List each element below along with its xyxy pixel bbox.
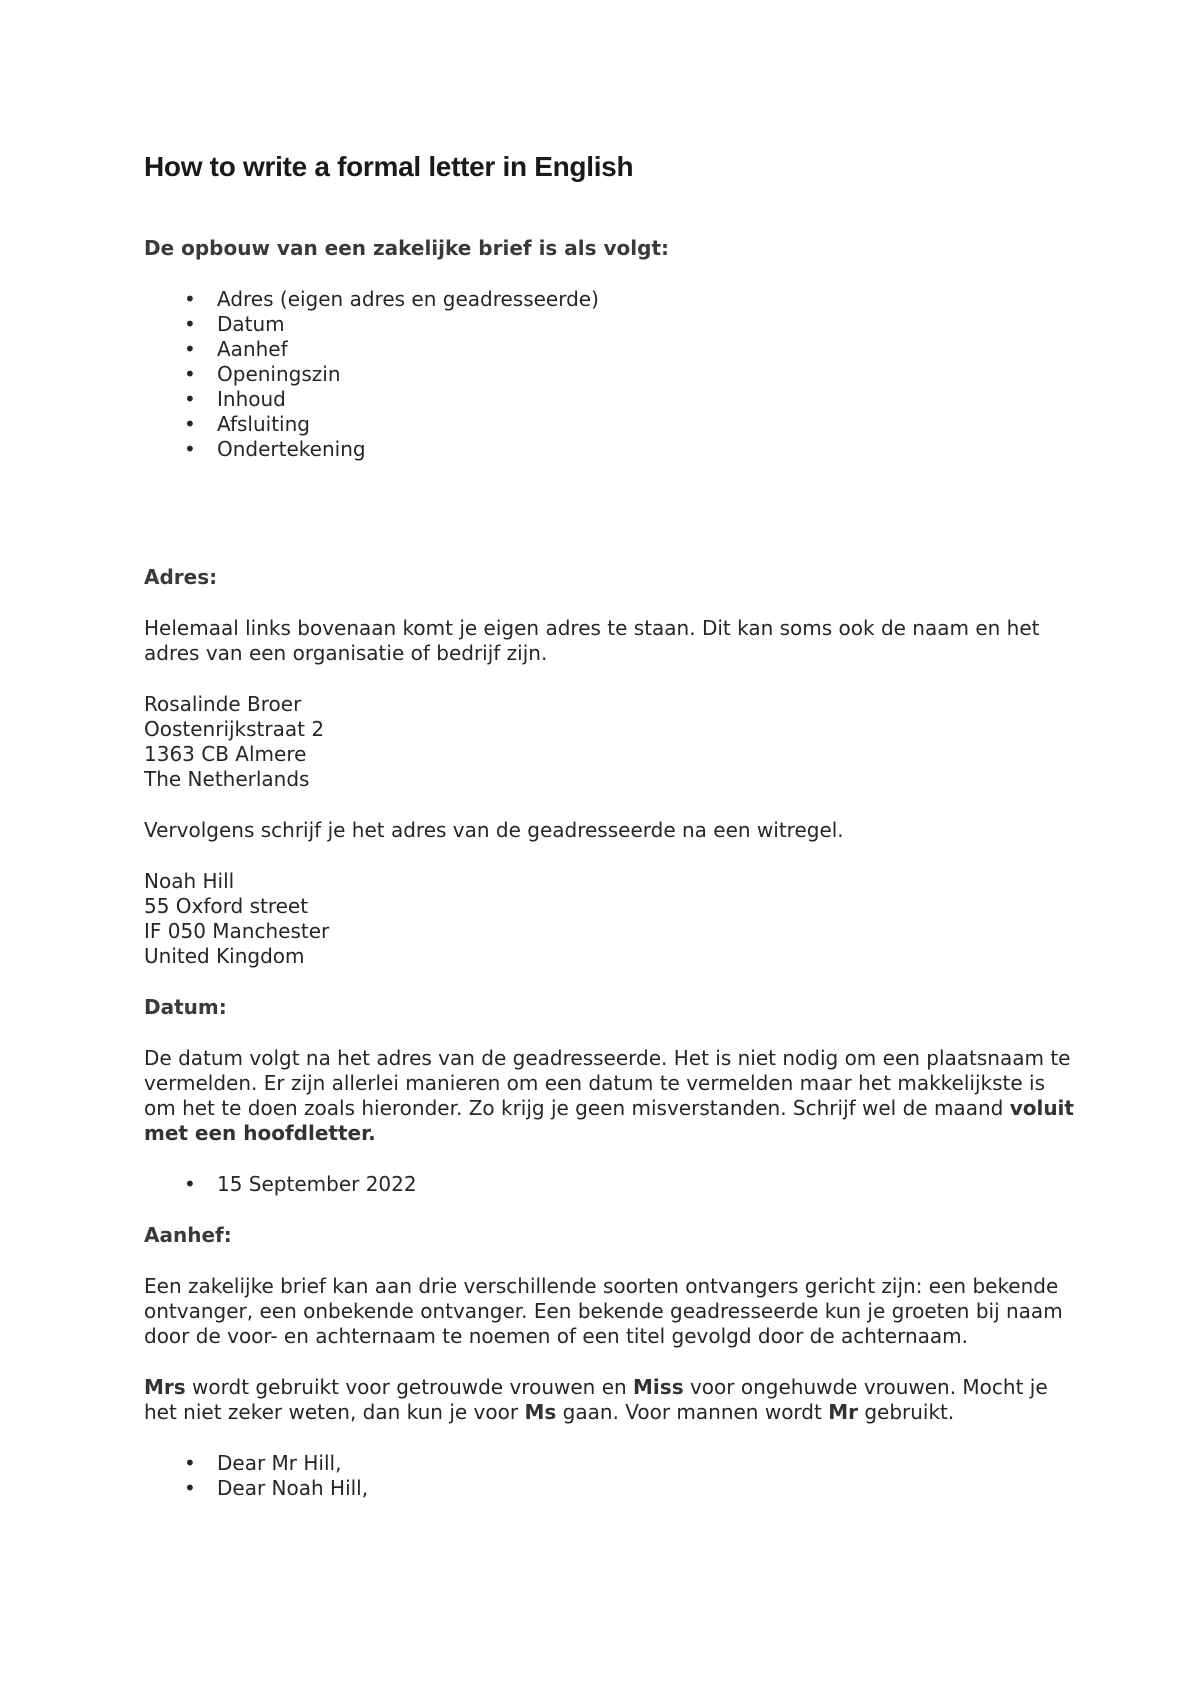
address-line: Noah Hill [144,869,235,893]
address-line: Rosalinde Broer [144,692,302,716]
adres-text: Helemaal links bovenaan komt je eigen adres te staan. Dit kan soms ook de naam en het adres van een organisatie of bedrijf zijn. [144,616,1040,665]
document-body [144,150,1074,1527]
list-item: • Dear Noah Hill, [144,1476,1074,1501]
datum-heading: Datum: [144,995,227,1019]
list-item: • Aanhef [144,337,1074,362]
list-item: • Dear Mr Hill, [144,1451,1074,1476]
address-line: 1363 CB Almere [144,742,307,766]
address-line: The Netherlands [144,767,310,791]
aanhef-text: Een zakelijke brief kan aan drie verschillende soorten ontvangers gericht zijn: een bekende ontvanger, een onbekende ontvanger. Een bekende geadresseerde kun je groeten bij naam door de voor- en achternaam te noemen of een titel gevolgd door de achternaam. [144,1274,1063,1348]
text-fragment: gebruikt. [857,1400,955,1424]
datum-text [144,1046,1074,1146]
address-line: Oostenrijkstraat 2 [144,717,325,741]
datum-text-body: De datum volgt na het adres van de geadresseerde. Het is niet nodig om een plaatsnaam te vermelden. Er zijn allerlei manieren om een datum te vermelden maar het makkelijkste is om het te doen zoals hieronder. Zo krijg je geen misverstanden. Schrijf wel de maand [144,1046,1071,1120]
address-line: United Kingdom [144,944,305,968]
datum-text-bold: voluit met een hoofdletter. [144,1096,1074,1145]
aanhef-titles-text [144,1375,1074,1425]
text-fragment: wordt gebruikt voor getrouwde vrouwen en [185,1375,634,1399]
list-item: • Openingszin [144,362,1074,387]
list-item: • Datum [144,312,1074,337]
title-miss: Miss [633,1375,684,1399]
address-line: 55 Oxford street [144,894,309,918]
aanhef-example-list [144,1451,1074,1501]
page-title: How to write a formal letter in English [144,151,634,182]
address-line: IF 050 Manchester [144,919,330,943]
text-fragment: voor ongehuwde vrouwen. Mocht je het niet zeker weten, dan kun je voor [144,1375,1048,1424]
list-item: • Ondertekening [144,437,1074,462]
title-mrs: Mrs [144,1375,186,1399]
structure-list [144,287,1074,462]
list-item: • Afsluiting [144,412,1074,437]
recipient-address [144,869,1074,969]
title-mr: Mr [828,1400,858,1424]
title-ms: Ms [524,1400,557,1424]
adres-heading: Adres: [144,565,218,589]
datum-example-list [144,1172,1074,1197]
own-address [144,692,1074,792]
list-item: • Adres (eigen adres en geadresseerde) [144,287,1074,312]
adres-text-2: Vervolgens schrijf je het adres van de geadresseerde na een witregel. [144,818,844,842]
aanhef-heading: Aanhef: [144,1223,232,1247]
list-item: • Inhoud [144,387,1074,412]
text-fragment: gaan. Voor mannen wordt [556,1400,829,1424]
intro-heading: De opbouw van een zakelijke brief is als volgt: [144,236,670,260]
list-item: • 15 September 2022 [144,1172,1074,1197]
